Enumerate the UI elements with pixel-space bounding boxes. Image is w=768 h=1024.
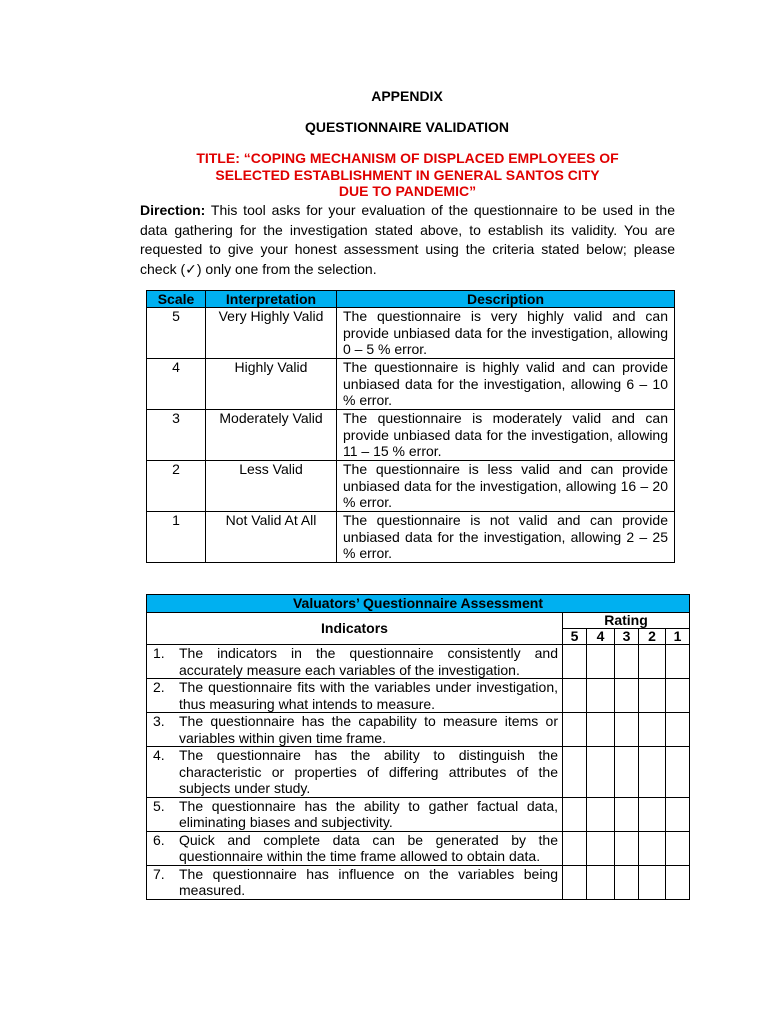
indicator-number: 5.	[153, 797, 165, 814]
indicator-row	[147, 645, 690, 679]
rating-column-1: 1	[666, 629, 690, 645]
scale-value: 5	[147, 308, 206, 359]
rating-cell-1[interactable]	[666, 831, 690, 865]
assessment-table	[146, 594, 690, 900]
scale-value: 1	[147, 512, 206, 563]
scale-value: 4	[147, 359, 206, 410]
title-line-1: TITLE: “COPING MECHANISM OF DISPLACED EMPLOYEES OF	[196, 150, 619, 166]
indicator-row	[147, 831, 690, 865]
indicator-cell	[147, 747, 563, 798]
rating-cell-3[interactable]	[615, 713, 639, 747]
indicator-text: The questionnaire fits with the variables under investigation, thus measuring what intends to measure.	[179, 679, 558, 712]
indicator-number: 1.	[153, 645, 165, 661]
rating-cell-5[interactable]	[563, 645, 587, 679]
indicator-cell	[147, 679, 563, 713]
rating-cell-5[interactable]	[563, 831, 587, 865]
rating-cell-2[interactable]	[639, 831, 666, 865]
rating-cell-4[interactable]	[587, 865, 615, 899]
rating-cell-1[interactable]	[666, 679, 690, 713]
research-title	[140, 150, 675, 200]
rating-cell-3[interactable]	[615, 679, 639, 713]
rating-cell-2[interactable]	[639, 679, 666, 713]
indicator-row	[147, 747, 690, 798]
rating-cell-1[interactable]	[666, 865, 690, 899]
rating-cell-2[interactable]	[639, 747, 666, 798]
rating-cell-2[interactable]	[639, 645, 666, 679]
rating-cell-3[interactable]	[615, 865, 639, 899]
rating-column-5: 5	[563, 629, 587, 645]
rating-header: Rating	[563, 613, 690, 629]
rating-column-4: 4	[587, 629, 615, 645]
rating-column-3: 3	[615, 629, 639, 645]
direction-text: This tool asks for your evaluation of the questionnaire to be used in the data gathering for the investigation stated above, to establish its validity. You are requested to give your honest assessment using the criteria stated below; please check (✓) only one from the selection.	[140, 202, 675, 277]
scale-header: Scale	[147, 291, 206, 308]
description-value: The questionnaire is highly valid and can provide unbiased data for the investigation, allowing 6 – 10 % error.	[337, 359, 675, 410]
rating-cell-4[interactable]	[587, 831, 615, 865]
indicator-text: The indicators in the questionnaire consistently and accurately measure each variables of the investigation.	[179, 645, 558, 678]
indicator-text: The questionnaire has the capability to measure items or variables within given time frame.	[179, 713, 558, 746]
description-value: The questionnaire is less valid and can provide unbiased data for the investigation, allowing 16 – 20 % error.	[337, 461, 675, 512]
assessment-header-row	[147, 613, 690, 629]
indicator-text: The questionnaire has influence on the variables being measured.	[179, 865, 558, 898]
scale-row	[147, 410, 675, 461]
indicator-cell	[147, 831, 563, 865]
scale-value: 3	[147, 410, 206, 461]
scale-row	[147, 512, 675, 563]
rating-cell-4[interactable]	[587, 797, 615, 831]
rating-cell-5[interactable]	[563, 713, 587, 747]
rating-cell-1[interactable]	[666, 797, 690, 831]
scale-row	[147, 461, 675, 512]
interpretation-value: Highly Valid	[206, 359, 337, 410]
assessment-title-row	[147, 595, 690, 613]
title-line-3: DUE TO PANDEMIC”	[338, 183, 477, 199]
rating-cell-4[interactable]	[587, 679, 615, 713]
rating-cell-2[interactable]	[639, 797, 666, 831]
rating-cell-3[interactable]	[615, 645, 639, 679]
interpretation-value: Very Highly Valid	[206, 308, 337, 359]
description-value: The questionnaire is very highly valid and can provide unbiased data for the investigation, allowing 0 – 5 % error.	[337, 308, 675, 359]
indicator-row	[147, 713, 690, 747]
indicator-number: 4.	[153, 747, 165, 763]
rating-cell-3[interactable]	[615, 797, 639, 831]
interpretation-value: Moderately Valid	[206, 410, 337, 461]
scale-table	[146, 290, 675, 563]
rating-cell-3[interactable]	[615, 747, 639, 798]
indicator-text: Quick and complete data can be generated by the questionnaire within the time frame allowed to obtain data.	[179, 831, 558, 864]
scale-table-header	[147, 291, 675, 308]
appendix-heading: APPENDIX	[371, 88, 443, 104]
questionnaire-validation-heading: QUESTIONNAIRE VALIDATION	[304, 119, 510, 135]
rating-cell-4[interactable]	[587, 713, 615, 747]
rating-column-2: 2	[639, 629, 666, 645]
rating-cell-4[interactable]	[587, 645, 615, 679]
rating-cell-1[interactable]	[666, 713, 690, 747]
indicators-header: Indicators	[147, 613, 563, 645]
indicator-row	[147, 797, 690, 831]
scale-row	[147, 308, 675, 359]
scale-value: 2	[147, 461, 206, 512]
rating-cell-2[interactable]	[639, 713, 666, 747]
indicator-number: 3.	[153, 713, 165, 729]
indicator-number: 2.	[153, 679, 165, 695]
interpretation-header: Interpretation	[206, 291, 337, 308]
indicator-text: The questionnaire has the ability to distinguish the characteristic or properties of differing attributes of the subjects under study.	[179, 747, 558, 796]
rating-cell-1[interactable]	[666, 645, 690, 679]
direction-label: Direction:	[140, 202, 206, 218]
assessment-title: Valuators’ Questionnaire Assessment	[147, 595, 690, 613]
indicator-text: The questionnaire has the ability to gather factual data, eliminating biases and subjectivity.	[179, 797, 558, 830]
description-header: Description	[337, 291, 675, 308]
interpretation-value: Not Valid At All	[206, 512, 337, 563]
indicator-cell	[147, 865, 563, 899]
indicator-row	[147, 865, 690, 899]
rating-cell-2[interactable]	[639, 865, 666, 899]
interpretation-value: Less Valid	[206, 461, 337, 512]
description-value: The questionnaire is moderately valid and can provide unbiased data for the investigation, allowing 11 – 15 % error.	[337, 410, 675, 461]
direction-paragraph	[140, 201, 675, 279]
rating-cell-5[interactable]	[563, 797, 587, 831]
rating-cell-4[interactable]	[587, 747, 615, 798]
rating-cell-3[interactable]	[615, 831, 639, 865]
indicator-cell	[147, 645, 563, 679]
rating-cell-5[interactable]	[563, 747, 587, 798]
indicator-row	[147, 679, 690, 713]
indicator-cell	[147, 713, 563, 747]
description-value: The questionnaire is not valid and can provide unbiased data for the investigation, allowing 2 – 25 % error.	[337, 512, 675, 563]
indicator-number: 6.	[153, 831, 165, 848]
scale-row	[147, 359, 675, 410]
indicator-cell	[147, 797, 563, 831]
indicator-number: 7.	[153, 865, 165, 882]
rating-cell-5[interactable]	[563, 679, 587, 713]
title-line-2: SELECTED ESTABLISHMENT IN GENERAL SANTOS CITY	[215, 166, 600, 183]
rating-cell-5[interactable]	[563, 865, 587, 899]
rating-cell-1[interactable]	[666, 747, 690, 798]
